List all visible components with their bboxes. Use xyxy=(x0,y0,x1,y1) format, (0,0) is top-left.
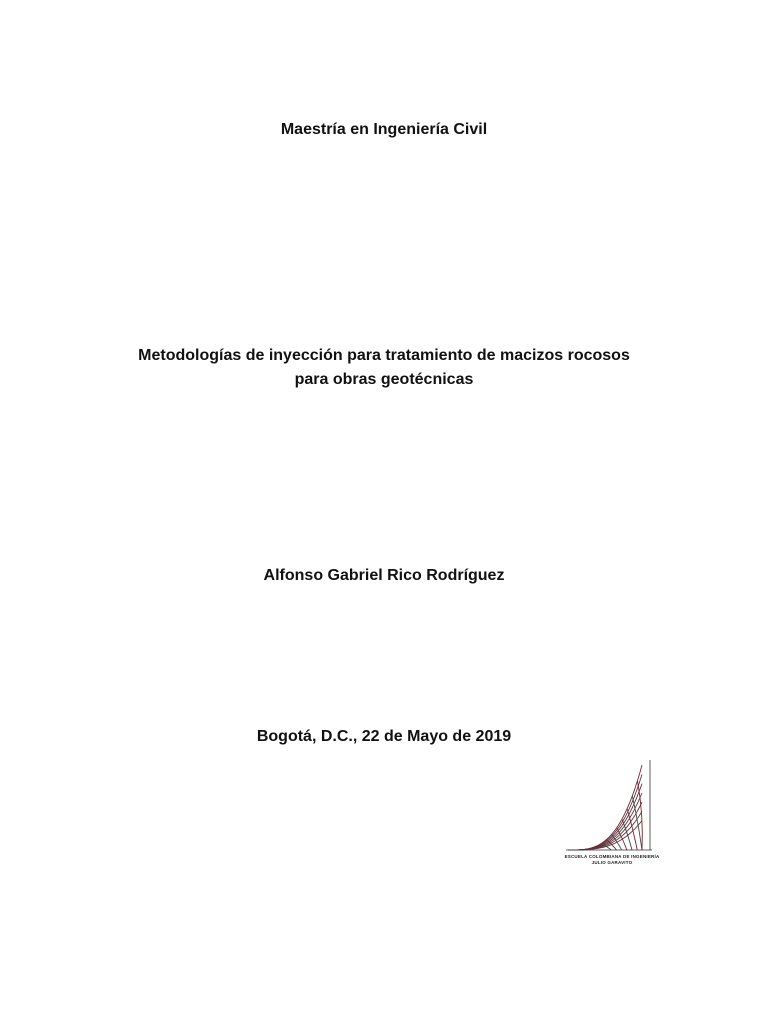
logo-curve xyxy=(568,774,642,850)
thesis-title-line-1: Metodologías de inyección para tratamiento de macizos rocosos xyxy=(138,347,630,364)
place-date: Bogotá, D.C., 22 de Mayo de 2019 xyxy=(256,728,512,745)
logo-caption-line-1: ESCUELA COLOMBIANA DE INGENIERÍA xyxy=(564,854,660,859)
author-name: Alfonso Gabriel Rico Rodríguez xyxy=(263,567,505,584)
program-title: Maestría en Ingeniería Civil xyxy=(280,121,488,138)
escuela-colombiana-logo-icon xyxy=(560,760,664,854)
thesis-title-line-2: para obras geotécnicas xyxy=(294,371,474,388)
university-logo xyxy=(560,760,664,870)
logo-caption-line-2: JULIO GARAVITO xyxy=(591,860,633,865)
logo-cross-line xyxy=(638,781,643,850)
logo-curve xyxy=(568,765,642,850)
